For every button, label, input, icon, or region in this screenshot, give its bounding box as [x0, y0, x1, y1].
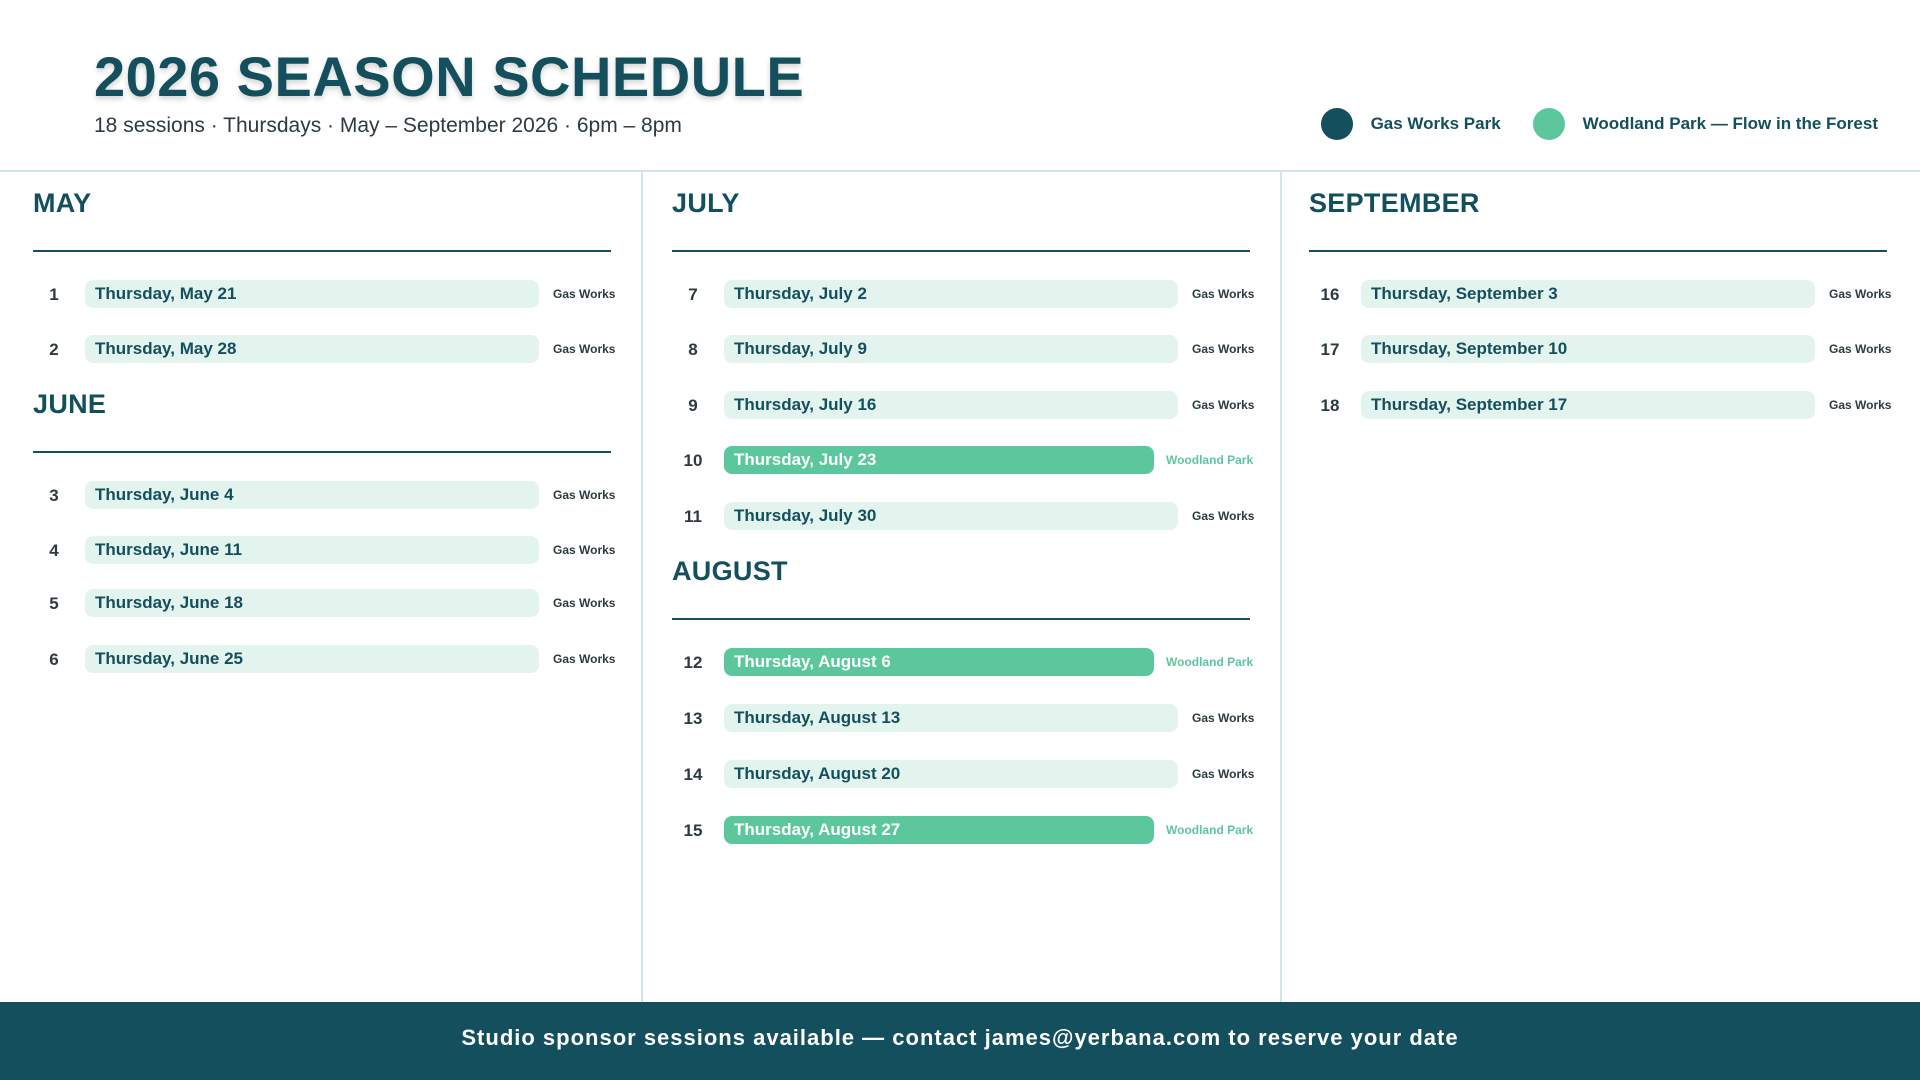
month-divider	[33, 250, 611, 252]
session-number: 10	[683, 451, 703, 470]
session-number: 1	[49, 285, 59, 304]
woodland-park-dot-icon	[1533, 108, 1565, 140]
session-row	[672, 704, 1272, 734]
session-number: 11	[684, 507, 702, 526]
session-row	[672, 816, 1272, 846]
session-number: 2	[49, 340, 59, 359]
session-date: Thursday, May 28	[85, 335, 539, 363]
session-number: 7	[688, 285, 698, 304]
session-row	[672, 446, 1272, 476]
session-number: 6	[49, 650, 59, 669]
session-date: Thursday, September 10	[1361, 335, 1815, 363]
session-date: Thursday, June 11	[85, 536, 539, 564]
session-date: Thursday, July 9	[724, 335, 1178, 363]
month-heading: JUNE	[33, 389, 107, 419]
session-date: Thursday, July 23	[724, 446, 1154, 474]
session-row	[1309, 335, 1909, 365]
schedule-column-1	[0, 172, 639, 1002]
page-subtitle: 18 sessions · Thursdays · May – September 2026 · 6pm – 8pm	[94, 114, 682, 137]
month-divider	[672, 618, 1250, 620]
session-date: Thursday, September 17	[1361, 391, 1815, 419]
session-venue: Gas Works	[1192, 287, 1255, 301]
session-date: Thursday, August 27	[724, 816, 1154, 844]
schedule-column-3	[1280, 172, 1920, 1002]
session-date: Thursday, July 2	[724, 280, 1178, 308]
session-venue: Gas Works	[1829, 342, 1892, 356]
session-venue: Woodland Park	[1166, 823, 1254, 837]
session-date: Thursday, June 4	[85, 481, 539, 509]
session-venue: Gas Works	[1829, 287, 1892, 301]
session-row	[33, 589, 633, 619]
session-row	[672, 502, 1272, 532]
session-venue: Gas Works	[553, 287, 616, 301]
sponsor-message: Studio sponsor sessions available — contact james@yerbana.com to reserve your date	[461, 1025, 1459, 1050]
month-divider	[1309, 250, 1887, 252]
session-venue: Gas Works	[553, 543, 616, 557]
session-venue: Woodland Park	[1166, 655, 1254, 669]
month-heading: AUGUST	[672, 556, 788, 586]
session-venue: Gas Works	[1192, 398, 1255, 412]
session-number: 16	[1320, 285, 1340, 304]
session-number: 17	[1320, 340, 1340, 359]
session-date: Thursday, July 30	[724, 502, 1178, 530]
month-heading: JULY	[672, 188, 740, 218]
session-number: 5	[49, 594, 59, 613]
session-number: 12	[683, 653, 703, 672]
session-number: 4	[49, 541, 59, 560]
session-row	[33, 645, 633, 675]
session-venue: Gas Works	[553, 342, 616, 356]
session-row	[672, 760, 1272, 790]
session-venue: Gas Works	[1192, 342, 1255, 356]
session-venue: Gas Works	[553, 652, 616, 666]
session-venue: Gas Works	[1192, 767, 1255, 781]
month-heading: MAY	[33, 188, 92, 218]
session-row	[672, 391, 1272, 421]
session-row	[672, 335, 1272, 365]
session-row	[33, 481, 633, 511]
sponsor-footer	[0, 1002, 1920, 1080]
session-row	[672, 648, 1272, 678]
month-divider	[33, 451, 611, 453]
session-date: Thursday, May 21	[85, 280, 539, 308]
session-venue: Gas Works	[553, 596, 616, 610]
legend-item-gas-works	[1321, 108, 1501, 140]
session-number: 3	[49, 486, 59, 505]
session-number: 15	[683, 821, 703, 840]
month-heading: SEPTEMBER	[1309, 188, 1480, 218]
page-header	[0, 0, 1920, 172]
legend-item-woodland-park	[1533, 108, 1878, 140]
session-date: Thursday, August 13	[724, 704, 1178, 732]
schedule-column-2	[641, 172, 1280, 1002]
session-number: 14	[683, 765, 703, 784]
session-venue: Gas Works	[1192, 711, 1255, 725]
session-date: Thursday, August 6	[724, 648, 1154, 676]
session-row	[1309, 280, 1909, 310]
session-number: 9	[688, 396, 698, 415]
session-number: 18	[1320, 396, 1340, 415]
session-date: Thursday, June 25	[85, 645, 539, 673]
schedule-columns	[0, 172, 1920, 1002]
session-venue: Gas Works	[1192, 509, 1255, 523]
session-row	[672, 280, 1272, 310]
session-row	[33, 280, 633, 310]
session-date: Thursday, June 18	[85, 589, 539, 617]
session-date: Thursday, August 20	[724, 760, 1178, 788]
legend-label: Woodland Park — Flow in the Forest	[1582, 114, 1878, 133]
page-title: 2026 SEASON SCHEDULE	[94, 45, 805, 108]
legend-label: Gas Works Park	[1370, 114, 1501, 133]
session-number: 8	[688, 340, 698, 359]
session-date: Thursday, July 16	[724, 391, 1178, 419]
gas-works-dot-icon	[1321, 108, 1353, 140]
session-date: Thursday, September 3	[1361, 280, 1815, 308]
month-divider	[672, 250, 1250, 252]
session-number: 13	[683, 709, 703, 728]
session-row	[33, 335, 633, 365]
session-row	[1309, 391, 1909, 421]
session-venue: Woodland Park	[1166, 453, 1254, 467]
session-row	[33, 536, 633, 566]
venue-legend	[1289, 108, 1878, 140]
session-venue: Gas Works	[553, 488, 616, 502]
session-venue: Gas Works	[1829, 398, 1892, 412]
